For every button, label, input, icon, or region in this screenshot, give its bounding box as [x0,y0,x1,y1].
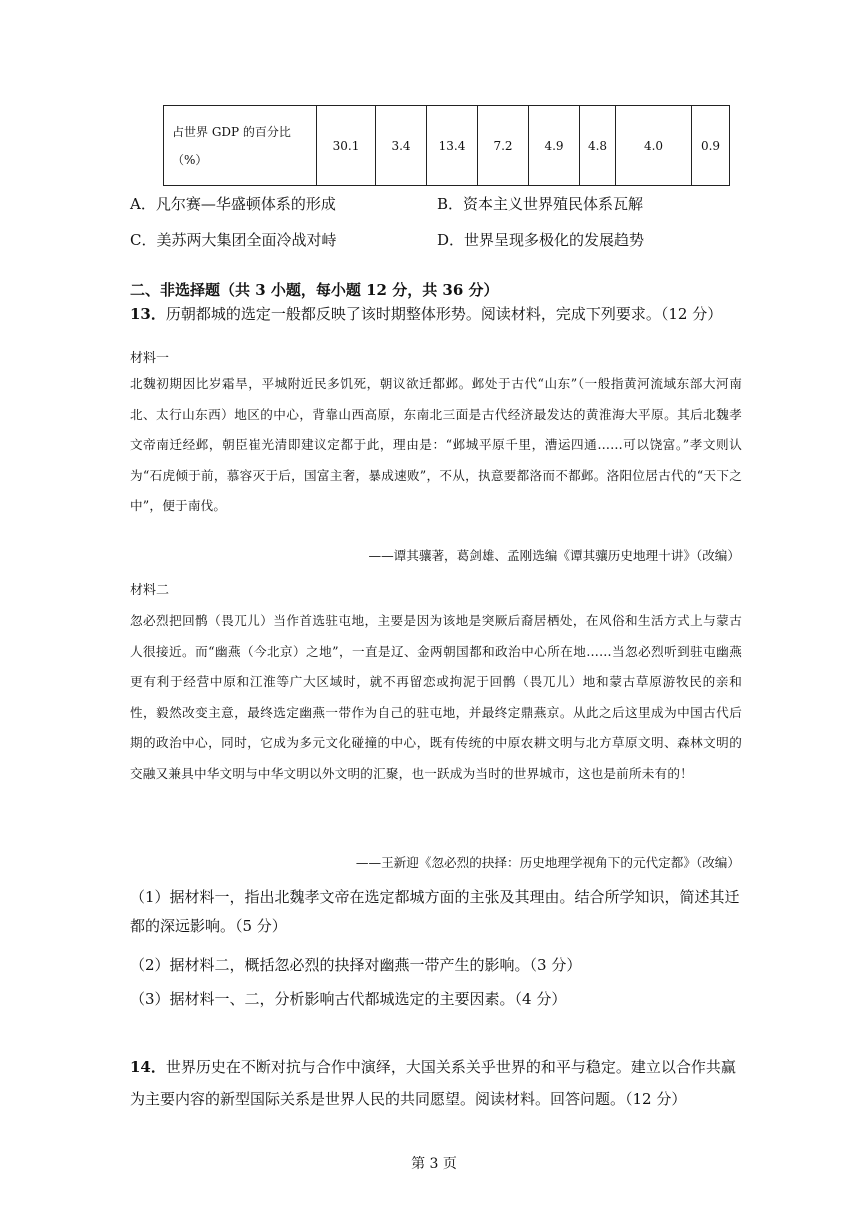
sub-question-3: （3）据材料一、二，分析影响古代都城选定的主要因素。（4 分） [130,990,567,1008]
sub-question-2: （2）据材料二，概括忽必烈的抉择对幽燕一带产生的影响。（3 分） [130,956,582,974]
table-row-label: 占世界 GDP 的百分比（%） [164,106,317,186]
page-number: 第 3 页 [411,1156,457,1172]
table-cell: 30.1 [317,106,376,186]
table-cell: 4.9 [529,106,580,186]
material-1-title: 材料一 [130,351,170,366]
section-title: 二、非选择题（共 3 小题，每小题 12 分，共 36 分） [130,281,499,299]
material-1-text: 北魏初期因比岁霜旱，平城附近民多饥死，朝议欲迁都邺。邺处于古代“山东”（一般指黄河流域东部大河南北、太行山东西）地区的中心，背靠山西高原，东南北三面是古代经济最发达的黄淮海大平原。其后北魏孝文帝南迁经邺，朝臣崔光清即建议定都于此，理由是：“邺城平原千里，漕运四通……可以饶富。”孝文则认为“石虎倾于前，慕容灭于后，国富主奢，暴成速败”，不从，执意要都洛而不都邺。洛阳位居古代的“天下之中”，便于南伐。 [130,376,742,513]
gdp-table [163,105,730,186]
question-13-number: 13． [130,305,166,323]
question-13-stem [130,298,740,330]
question-14-stem [130,1051,740,1115]
sub-question-1: （1）据材料一，指出北魏孝文帝在选定都城方面的主张及其理由。结合所学知识，简述其迁都的深远影响。（5 分） [130,888,740,935]
question-13-text: 历朝都城的选定一般都反映了该时期整体形势。阅读材料，完成下列要求。（12 分） [165,305,723,323]
table-cell: 3.4 [376,106,427,186]
table-cell: 4.8 [580,106,616,186]
material-1-source: ——谭其骧著，葛剑雄、孟刚选编《谭其骧历史地理十讲》（改编） [368,548,740,563]
material-2-source: ——王新迎《忽必烈的抉择：历史地理学视角下的元代定都》（改编） [355,855,740,870]
question-14-number: 14． [130,1058,166,1076]
material-2-text: 忽必烈把回鹘（畏兀儿）当作首选驻屯地，主要是因为该地是突厥后裔居栖处，在风俗和生活方式上与蒙古人很接近。而“幽燕（今北京）之地”，一直是辽、金两朝国都和政治中心所在地……当忽必烈听到驻屯幽燕更有利于经营中原和江淮等广大区域时，就不再留恋或拘泥于回鹘（畏兀儿）地和蒙古草原游牧民的亲和性，毅然改变主意，最终选定幽燕一带作为自己的驻屯地，并最终定鼎燕京。从此之后这里成为中国古代后期的政治中心，同时，它成为多元文化碰撞的中心，既有传统的中原农耕文明与北方草原文明、森林文明的交融又兼具中华文明与中华文明以外文明的汇聚，也一跃成为当时的世界城市，这也是前所未有的！ [130,613,742,781]
table-cell: 7.2 [478,106,529,186]
table-cell: 0.9 [692,106,730,186]
option-c: C．美苏两大集团全面冷战对峙 [130,231,337,249]
table-row [164,106,730,186]
option-a: A．凡尔赛—华盛顿体系的形成 [130,195,336,213]
material-2-title: 材料二 [130,583,170,598]
option-b: B．资本主义世界殖民体系瓦解 [437,195,644,213]
question-14-text: 世界历史在不断对抗与合作中演绎，大国关系关乎世界的和平与稳定。建立以合作共赢为主要内容的新型国际关系是世界人民的共同愿望。阅读材料。回答问题。（12 分） [130,1058,736,1108]
option-d: D．世界呈现多极化的发展趋势 [437,231,645,249]
table-cell: 13.4 [427,106,478,186]
table-cell: 4.0 [616,106,692,186]
